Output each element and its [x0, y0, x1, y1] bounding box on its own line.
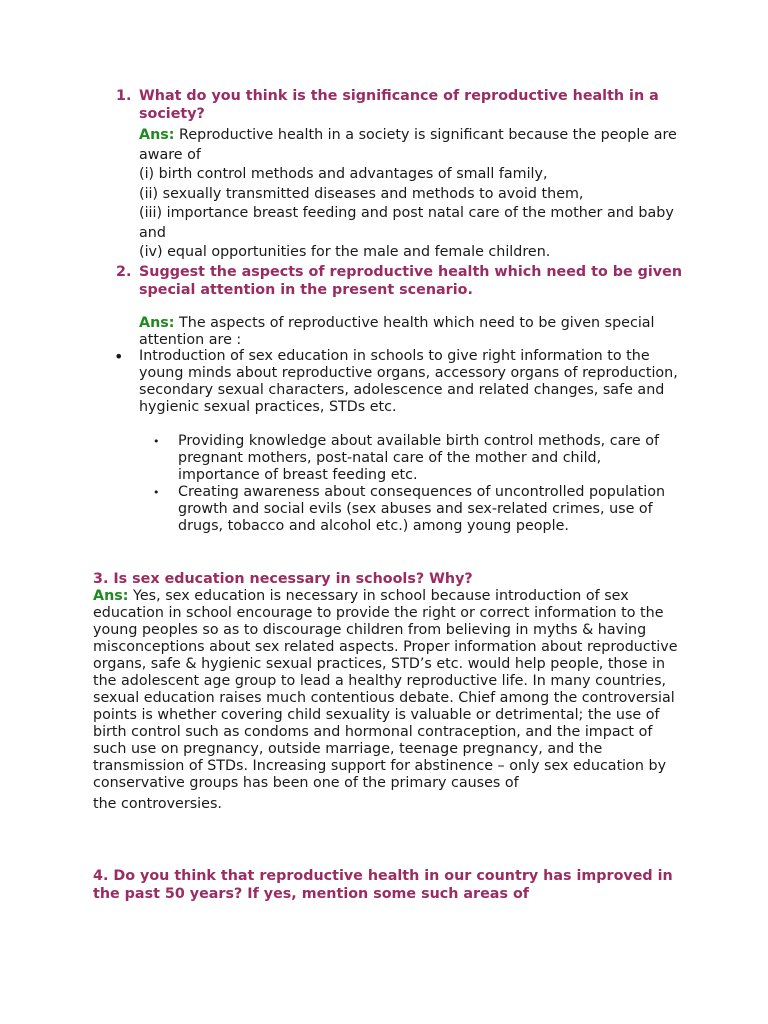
answer-2-main-bullet-text: Introduction of sex education in schools to give right information to the young minds about reproductive organs, accessory organs of reproduction, secondary sexual characters, adolescence and related changes, safe and hygienic sexual practices, STDs etc. — [139, 348, 678, 415]
question-3-text: 3. Is sex education necessary in schools? Why? — [93, 571, 473, 587]
sub-bullet-text: Creating awareness about consequences of uncontrolled population growth and social evils (sex abuses and sex-related crimes, use of drugs, tobacco and alcohol etc.) among young people. — [178, 484, 666, 534]
list-item — [153, 433, 678, 484]
answer-1-label: Ans: — [139, 127, 175, 143]
answer-1-point: (i) birth control methods and advantages of small family, — [139, 166, 548, 182]
answer-2-label: Ans: — [139, 315, 175, 331]
sub-bullet-text: Providing knowledge about available birth control methods, care of pregnant mothers, post-natal care of the mother and child, importance of breast feeding etc. — [178, 433, 660, 483]
question-2-number: 2. — [116, 264, 132, 280]
answer-3-end: the controversies. — [93, 796, 222, 812]
bullet-icon: • — [114, 347, 124, 366]
question-1-number: 1. — [116, 88, 132, 104]
answer-1-point: (iv) equal opportunities for the male and female children. — [139, 244, 551, 260]
question-3-block — [93, 570, 683, 815]
question-2-text: Suggest the aspects of reproductive health which need to be given special attention in the present scenario. — [139, 264, 683, 298]
answer-1-point: (ii) sexually transmitted diseases and methods to avoid them, — [139, 185, 584, 202]
question-1-text: What do you think is the significance of reproductive health in a society? — [139, 88, 659, 122]
answer-1-intro — [139, 126, 696, 165]
answer-3-body: Yes, sex education is necessary in school because introduction of sex education in school encourage to provide the right or correct information to the young peoples so as to discourage children from believing in myths & having misconceptions about sex related aspects. Proper information about reproductive organs, safe & hygienic sexual practices, STD’s etc. would help people, those in the adolescent age group to lead a healthy reproductive life. In many countries, sexual education raises much contentious debate. Chief among the controversial points is whether covering child sexuality is valuable or detrimental; the use of birth control such as condoms and hormonal contraception, and the impact of such use on pregnancy, outside marriage, teenage pregnancy, and the transmission of STDs. Increasing support for abstinence – only sex education by conservative groups has been one of the primary causes of — [93, 588, 678, 791]
answer-1-point: (iii) importance breast feeding and post natal care of the mother and baby and — [139, 205, 674, 241]
answer-2-intro-text: The aspects of reproductive health which need to be given special attention are : — [139, 315, 655, 348]
question-1-block — [116, 87, 696, 263]
answer-3-label: Ans: — [93, 588, 129, 604]
answer-2-sub-bullets — [153, 433, 678, 535]
question-4-block — [93, 867, 693, 903]
bullet-icon: • — [153, 486, 160, 499]
answer-2-main-bullet — [114, 347, 679, 416]
answer-1-intro-text: Reproductive health in a society is significant because the people are aware of — [139, 127, 677, 163]
question-2-block — [116, 263, 696, 349]
answer-3-text — [93, 588, 683, 792]
bullet-icon: • — [153, 435, 160, 448]
question-4-text: 4. Do you think that reproductive health in our country has improved in the past 50 years? If yes, mention some such areas of — [93, 868, 673, 902]
answer-2-intro — [139, 315, 696, 349]
list-item — [153, 484, 678, 535]
